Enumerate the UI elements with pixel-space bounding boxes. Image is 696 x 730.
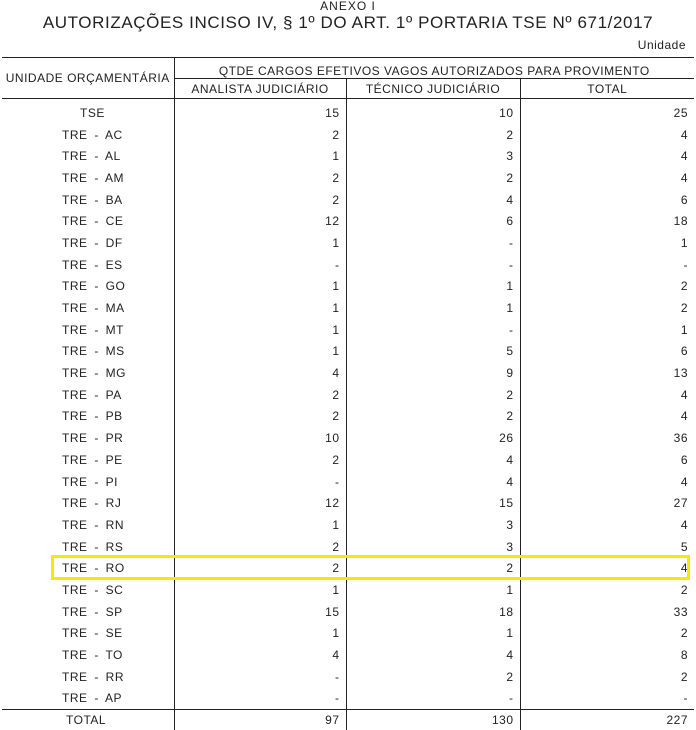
analista-cell: 1 xyxy=(174,232,346,254)
tecnico-cell: 5 xyxy=(346,341,520,363)
unit-cell: TRE - TO xyxy=(2,644,174,666)
analista-cell: 4 xyxy=(174,362,346,384)
analista-cell: 12 xyxy=(174,210,346,232)
total-cell: 4 xyxy=(520,167,694,189)
unit-cell: TRE - RN xyxy=(2,514,174,536)
analista-cell: 2 xyxy=(174,557,346,579)
header-group: QTDE CARGOS EFETIVOS VAGOS AUTORIZADOS PARA PROVIMENTO xyxy=(174,58,694,79)
analista-cell: 10 xyxy=(174,427,346,449)
table-row xyxy=(2,406,694,428)
table-row xyxy=(2,99,694,124)
tecnico-cell: 2 xyxy=(346,384,520,406)
total-cell: 4 xyxy=(520,145,694,167)
tecnico-cell: 1 xyxy=(346,579,520,601)
unit-cell: TRE - BA xyxy=(2,189,174,211)
table-row xyxy=(2,297,694,319)
table-row xyxy=(2,514,694,536)
table-row xyxy=(2,210,694,232)
analista-cell: 1 xyxy=(174,145,346,167)
table-row xyxy=(2,362,694,384)
analista-cell: 15 xyxy=(174,99,346,124)
analista-cell: 1 xyxy=(174,623,346,645)
unit-cell: TRE - AC xyxy=(2,124,174,146)
tecnico-cell: 26 xyxy=(346,427,520,449)
table-row xyxy=(2,427,694,449)
analista-cell: - xyxy=(174,471,346,493)
tecnico-cell: 3 xyxy=(346,514,520,536)
table-row xyxy=(2,232,694,254)
table-row xyxy=(2,557,694,579)
unit-cell: TRE - MS xyxy=(2,341,174,363)
analista-cell: 2 xyxy=(174,167,346,189)
unit-cell: TRE - AM xyxy=(2,167,174,189)
tecnico-cell: 15 xyxy=(346,492,520,514)
tecnico-cell: 9 xyxy=(346,362,520,384)
tecnico-cell: 1 xyxy=(346,276,520,298)
unit-cell: TRE - PA xyxy=(2,384,174,406)
unit-cell: TRE - SC xyxy=(2,579,174,601)
total-cell: 8 xyxy=(520,644,694,666)
table-row xyxy=(2,124,694,146)
unit-cell: TRE - PB xyxy=(2,406,174,428)
total-cell: 25 xyxy=(520,99,694,124)
tecnico-cell: 4 xyxy=(346,644,520,666)
authorization-table xyxy=(2,57,694,730)
total-cell: 2 xyxy=(520,297,694,319)
total-cell: 36 xyxy=(520,427,694,449)
table-row xyxy=(2,601,694,623)
tecnico-cell: - xyxy=(346,254,520,276)
table-row xyxy=(2,449,694,471)
table-row xyxy=(2,189,694,211)
tecnico-cell: 2 xyxy=(346,167,520,189)
table-row xyxy=(2,341,694,363)
tecnico-cell: 3 xyxy=(346,536,520,558)
analista-cell: 1 xyxy=(174,514,346,536)
analista-cell: - xyxy=(174,666,346,688)
document-title: AUTORIZAÇÕES INCISO IV, § 1º DO ART. 1º PORTARIA TSE Nº 671/2017 xyxy=(0,12,696,34)
unit-cell: TRE - SP xyxy=(2,601,174,623)
analista-cell: - xyxy=(174,688,346,710)
analista-cell: 1 xyxy=(174,341,346,363)
unit-cell: TRE - ES xyxy=(2,254,174,276)
analista-cell: 2 xyxy=(174,536,346,558)
header-analista: ANALISTA JUDICIÁRIO xyxy=(174,79,346,99)
analista-cell: 12 xyxy=(174,492,346,514)
unit-cell: TRE - AL xyxy=(2,145,174,167)
total-cell: 2 xyxy=(520,579,694,601)
analista-cell: 2 xyxy=(174,384,346,406)
table-row xyxy=(2,384,694,406)
analista-cell: 15 xyxy=(174,601,346,623)
table-row xyxy=(2,492,694,514)
tecnico-cell: 3 xyxy=(346,145,520,167)
analista-cell: 2 xyxy=(174,124,346,146)
total-cell: 4 xyxy=(520,124,694,146)
total-cell: 1 xyxy=(520,319,694,341)
unit-cell: TRE - PE xyxy=(2,449,174,471)
analista-cell: 4 xyxy=(174,644,346,666)
total-cell: 2 xyxy=(520,623,694,645)
unit-cell: TRE - PR xyxy=(2,427,174,449)
total-cell: 6 xyxy=(520,189,694,211)
total-row xyxy=(2,710,694,730)
unit-cell: TRE - DF xyxy=(2,232,174,254)
analista-cell: 97 xyxy=(174,710,346,730)
table-row xyxy=(2,319,694,341)
unit-cell: TRE - MA xyxy=(2,297,174,319)
tecnico-cell: 2 xyxy=(346,557,520,579)
unit-cell: TOTAL xyxy=(2,710,174,730)
tecnico-cell: - xyxy=(346,688,520,710)
table-row xyxy=(2,688,694,710)
analista-cell: 1 xyxy=(174,319,346,341)
unit-cell: TRE - RS xyxy=(2,536,174,558)
analista-cell: 2 xyxy=(174,406,346,428)
total-cell: 4 xyxy=(520,557,694,579)
total-cell: 2 xyxy=(520,276,694,298)
tecnico-cell: 2 xyxy=(346,124,520,146)
total-cell: 18 xyxy=(520,210,694,232)
total-cell: 27 xyxy=(520,492,694,514)
unit-cell: TRE - RO xyxy=(2,557,174,579)
tecnico-cell: 2 xyxy=(346,666,520,688)
analista-cell: 1 xyxy=(174,297,346,319)
table-row xyxy=(2,623,694,645)
unit-cell: TSE xyxy=(2,99,174,124)
unit-cell: TRE - CE xyxy=(2,210,174,232)
total-cell: 4 xyxy=(520,471,694,493)
tecnico-cell: - xyxy=(346,319,520,341)
unit-cell: TRE - MT xyxy=(2,319,174,341)
total-cell: 13 xyxy=(520,362,694,384)
tecnico-cell: 4 xyxy=(346,189,520,211)
total-cell: 2 xyxy=(520,666,694,688)
tecnico-cell: 10 xyxy=(346,99,520,124)
annex-label: ANEXO I xyxy=(0,0,696,12)
unit-cell: TRE - SE xyxy=(2,623,174,645)
unit-cell: TRE - RR xyxy=(2,666,174,688)
table-row xyxy=(2,644,694,666)
analista-cell: - xyxy=(174,254,346,276)
header-total: TOTAL xyxy=(520,79,694,99)
tecnico-cell: 130 xyxy=(346,710,520,730)
tecnico-cell: 1 xyxy=(346,623,520,645)
tecnico-cell: 2 xyxy=(346,406,520,428)
table-row xyxy=(2,145,694,167)
table-row xyxy=(2,666,694,688)
table-row xyxy=(2,167,694,189)
unit-cell: TRE - AP xyxy=(2,688,174,710)
analista-cell: 2 xyxy=(174,189,346,211)
table-row xyxy=(2,276,694,298)
unit-cell: TRE - RJ xyxy=(2,492,174,514)
analista-cell: 1 xyxy=(174,579,346,601)
total-cell: 6 xyxy=(520,449,694,471)
total-cell: 1 xyxy=(520,232,694,254)
tecnico-cell: 4 xyxy=(346,471,520,493)
tecnico-cell: 1 xyxy=(346,297,520,319)
total-cell: 227 xyxy=(520,710,694,730)
total-cell: 33 xyxy=(520,601,694,623)
header-tecnico: TÉCNICO JUDICIÁRIO xyxy=(346,79,520,99)
table-body xyxy=(2,99,694,730)
unit-cell: TRE - MG xyxy=(2,362,174,384)
total-cell: - xyxy=(520,254,694,276)
unit-note: Unidade xyxy=(638,38,686,52)
tecnico-cell: 4 xyxy=(346,449,520,471)
analista-cell: 2 xyxy=(174,449,346,471)
total-cell: 5 xyxy=(520,536,694,558)
table-row xyxy=(2,536,694,558)
table-row xyxy=(2,579,694,601)
table-row xyxy=(2,254,694,276)
total-cell: - xyxy=(520,688,694,710)
unit-cell: TRE - GO xyxy=(2,276,174,298)
total-cell: 4 xyxy=(520,514,694,536)
table-row xyxy=(2,471,694,493)
total-cell: 4 xyxy=(520,406,694,428)
total-cell: 6 xyxy=(520,341,694,363)
tecnico-cell: - xyxy=(346,232,520,254)
tecnico-cell: 6 xyxy=(346,210,520,232)
total-cell: 4 xyxy=(520,384,694,406)
analista-cell: 1 xyxy=(174,276,346,298)
tecnico-cell: 18 xyxy=(346,601,520,623)
unit-cell: TRE - PI xyxy=(2,471,174,493)
header-unit: UNIDADE ORÇAMENTÁRIA xyxy=(2,58,174,99)
